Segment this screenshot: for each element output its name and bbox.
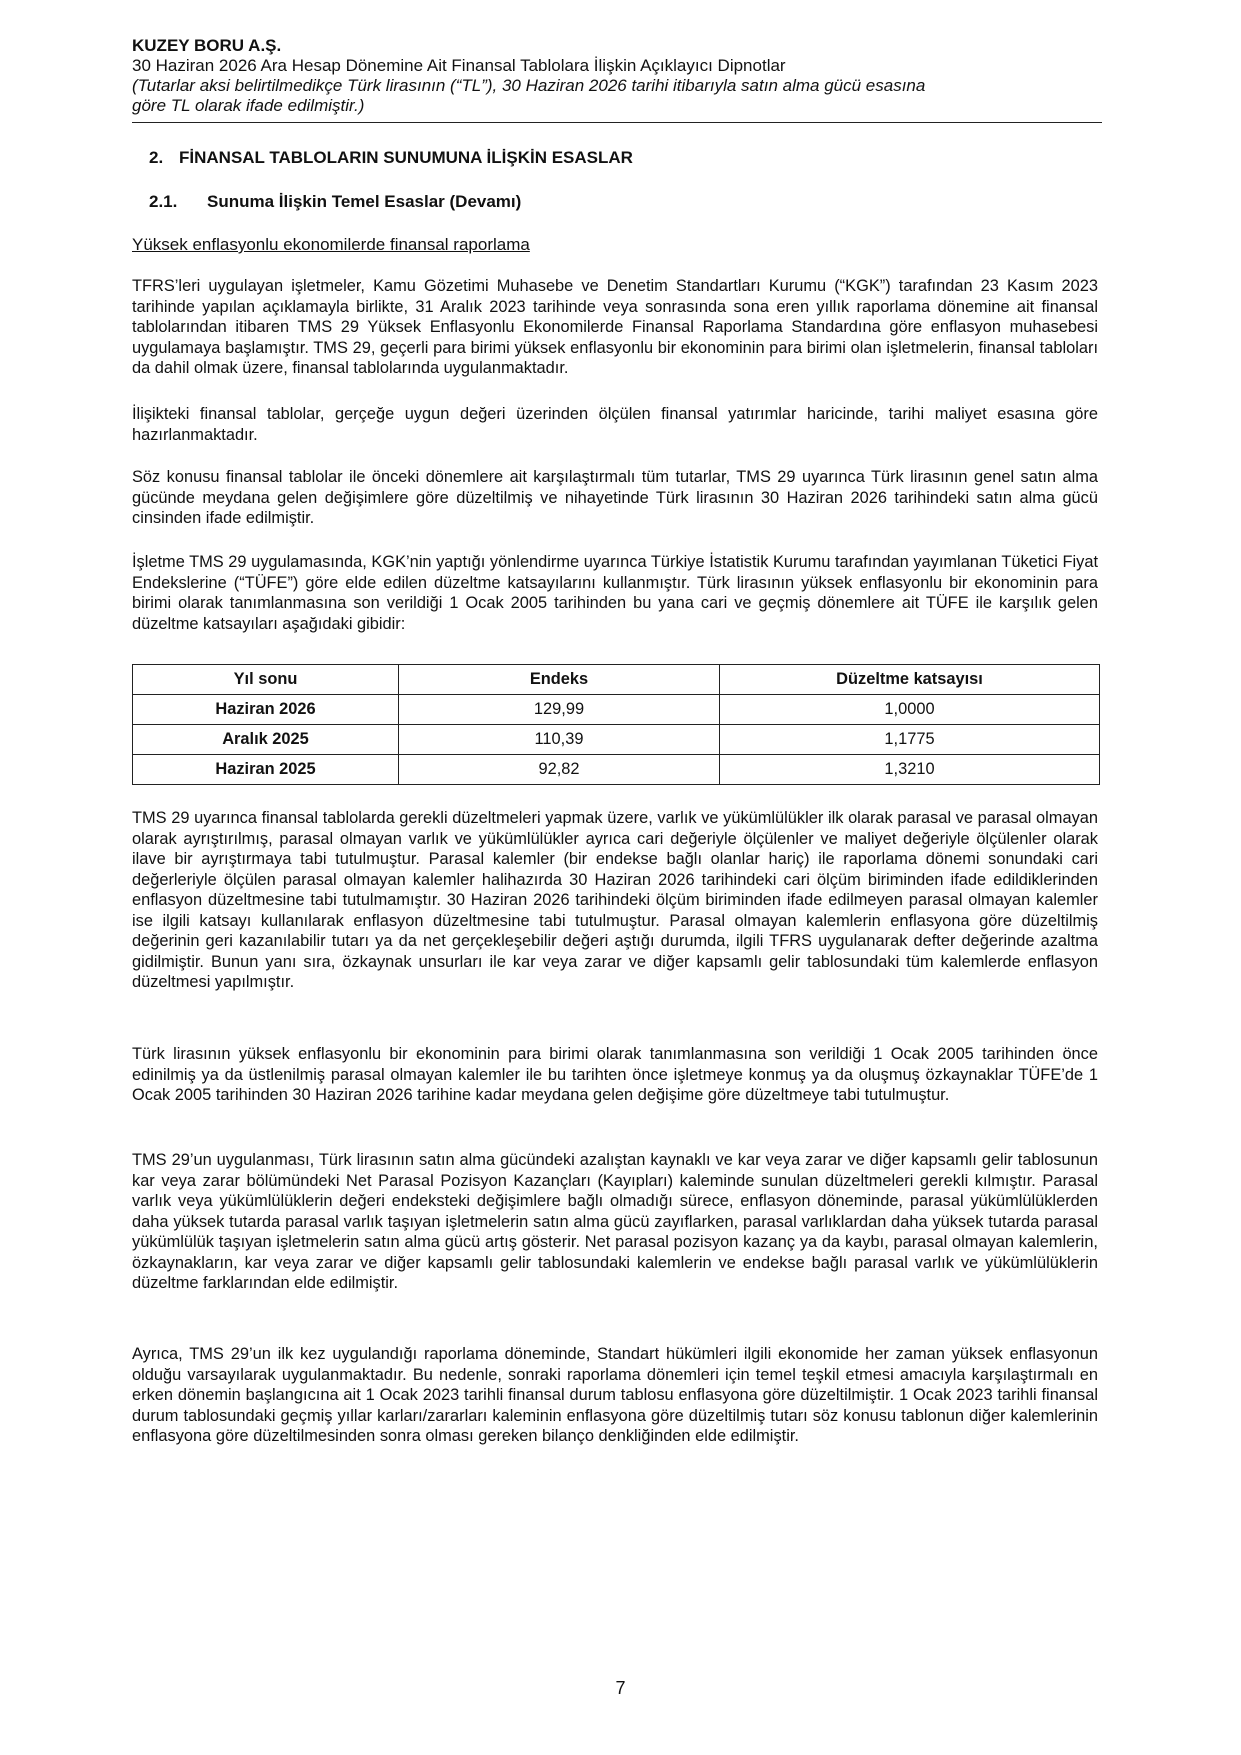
page-number: 7 — [615, 1678, 626, 1698]
subsection-title: Sunuma İlişkin Temel Esaslar (Devamı) — [207, 192, 522, 211]
cell-coefficient: 1,1775 — [720, 725, 1100, 755]
paragraph-8: Ayrıca, TMS 29’un ilk kez uygulandığı raporlama döneminde, Standart hükümleri ilgili ekonomide her zaman yüksek enflasyonun olduğu varsayılarak uygulanmaktadır. Bu nedenle, sonraki raporlama dönemleri için temel teşkil etmesi amacıyla karşılaştırmalı en erken dönemin başlangıcına ait 1 Ocak 2023 tarihli finansal durum tablosu enflasyona göre düzeltilmiştir. 1 Ocak 2023 tarihli finansal durum tablosundaki geçmiş yıllar karları/zararları kaleminin enflasyona göre düzeltilmiş tutarı söz konusu tablonun diğer kalemlerinin enflasyona göre düzeltilmesinden sonra olması gereken bilanço denkliğinden elde edilmiştir. — [132, 1345, 1098, 1445]
column-header-index: Endeks — [399, 665, 720, 695]
cell-year: Haziran 2025 — [133, 755, 399, 785]
subsection-number: 2.1. — [149, 192, 178, 211]
header-title: 30 Haziran 2026 Ara Hesap Dönemine Ait Finansal Tablolara İlişkin Açıklayıcı Dipnotlar — [132, 56, 786, 75]
paragraph-3: Söz konusu finansal tablolar ile önceki dönemlere ait karşılaştırmalı tüm tutarlar, TMS 29 uyarınca Türk lirasının genel satın alma gücünde meydana gelen değişimlere göre düzeltilmiş ve nihayetinde Türk lirasının 30 Haziran 2026 tarihindeki satın alma gücü cinsinden ifade edilmiştir. — [132, 468, 1098, 527]
paragraph-2: İlişikteki finansal tablolar, gerçeğe uygun değeri üzerinden ölçülen finansal yatırımlar haricinde, tarihi maliyet esasına göre hazırlanmaktadır. — [132, 405, 1098, 444]
column-header-year: Yıl sonu — [133, 665, 399, 695]
table-header-row — [133, 665, 1100, 695]
page-header — [132, 36, 1102, 116]
paragraph-4: İşletme TMS 29 uygulamasında, KGK’nin yaptığı yönlendirme uyarınca Türkiye İstatistik Kurumu tarafından yayımlanan Tüketici Fiyat Endekslerine (“TÜFE”) göre elde edilen düzeltme katsayılarını kullanmıştır. Türk lirasının yüksek enflasyonlu bir ekonominin para birimi olarak tanımlanmasına son verildiği 1 Ocak 2005 tarihinden bu yana cari ve geçmiş dönemlere ait TÜFE ile karşılık gelen düzeltme katsayıları aşağıdaki gibidir: — [132, 553, 1098, 633]
table-row — [133, 755, 1100, 785]
cell-coefficient: 1,0000 — [720, 695, 1100, 725]
header-note-line-1: (Tutarlar aksi belirtilmedikçe Türk lirasının (“TL”), 30 Haziran 2026 tarihi itibarıyla satın alma gücü esasına — [132, 76, 926, 95]
table-row — [133, 695, 1100, 725]
cell-year: Haziran 2026 — [133, 695, 399, 725]
cell-index: 129,99 — [399, 695, 720, 725]
inflation-coefficient-table — [132, 664, 1100, 785]
header-divider — [132, 122, 1102, 123]
paragraph-6: Türk lirasının yüksek enflasyonlu bir ekonominin para birimi olarak tanımlanmasına son verildiği 1 Ocak 2005 tarihinden önce edinilmiş ya da üstlenilmiş parasal olmayan kalemler ile bu tarihten önce işletmeye konmuş ya da oluşmuş özkaynaklar TÜFE’de 1 Ocak 2005 tarihinden 30 Haziran 2026 tarihine kadar meydana gelen değişime göre düzeltmeye tabi tutulmuştur. — [132, 1045, 1098, 1104]
section-title: FİNANSAL TABLOLARIN SUNUMUNA İLİŞKİN ESASLAR — [179, 148, 633, 167]
cell-index: 110,39 — [399, 725, 720, 755]
header-note-line-2: göre TL olarak ifade edilmiştir.) — [132, 96, 365, 115]
cell-year: Aralık 2025 — [133, 725, 399, 755]
paragraph-7: TMS 29’un uygulanması, Türk lirasının satın alma gücündeki azalıştan kaynaklı ve kar veya zarar ve diğer kapsamlı gelir tablosunun kar veya zarar bölümündeki Net Parasal Pozisyon Kazançları (Kayıpları) kaleminde sunulan düzeltmeleri gerekli kılmıştır. Parasal varlık veya yükümlülüklerin değeri endeksteki değişimlere bağlı olmadığı sürece, enflasyon döneminde, parasal yükümlülüklerden daha yüksek tutarda parasal varlık taşıyan işletmelerin satın alma gücü zayıflarken, parasal varlıklardan daha yüksek tutarda parasal yükümlülük taşıyan işletmelerin satın alma gücü artış gösterir. Net parasal pozisyon kazanç ya da kaybı, parasal olmayan kalemlerin, özkaynakların, kar veya zarar ve diğer kapsamlı gelir tablosundaki kalemlerin ve endekse bağlı parasal varlık ve yükümlülüklerin düzeltme farklarından elde edilmiştir. — [132, 1151, 1098, 1292]
topic-subheading: Yüksek enflasyonlu ekonomilerde finansal raporlama — [132, 235, 530, 254]
cell-coefficient: 1,3210 — [720, 755, 1100, 785]
table-row — [133, 725, 1100, 755]
section-number: 2. — [149, 148, 164, 167]
column-header-coefficient: Düzeltme katsayısı — [720, 665, 1100, 695]
cell-index: 92,82 — [399, 755, 720, 785]
paragraph-5: TMS 29 uyarınca finansal tablolarda gerekli düzeltmeleri yapmak üzere, varlık ve yükümlülükler ilk olarak parasal ve parasal olmayan olarak ayrıştırılmış, parasal olmayan varlık ve yükümlülükler ayrıca cari değeriyle ölçülenler ve maliyet değeriyle ölçülenler olarak ilave bir ayrıştırmaya tabi tutulmuştur. Parasal kalemler (bir endekse bağlı olanlar hariç) ile raporlama dönemi sonundaki cari değerleriyle ölçülen parasal olmayan kalemler halihazırda 30 Haziran 2026 tarihindeki cari ölçüm biriminden ifade edildiklerinden enflasyon düzeltmesine tabi tutulmamıştır. 30 Haziran 2026 tarihindeki ölçüm biriminden ifade edilmeyen parasal olmayan kalemler ise ilgili katsayı kullanılarak enflasyon düzeltmesine tabi tutulmuştur. Parasal olmayan kalemlerin enflasyona göre düzeltilmiş değerinin geri kazanılabilir tutarı ya da net gerçekleşebilir değeri aştığı durumda, ilgili TFRS uygulanarak defter değerinde azaltma gidilmiştir. Bunun yanı sıra, özkaynak unsurları ile kar veya zarar ve diğer kapsamlı gelir tablosundaki tüm kalemlerde enflasyon düzeltmesi yapılmıştır. — [132, 809, 1098, 991]
paragraph-1: TFRS’leri uygulayan işletmeler, Kamu Gözetimi Muhasebe ve Denetim Standartları Kurumu (“KGK”) tarafından 23 Kasım 2023 tarihinde yapılan açıklamayla birlikte, 31 Aralık 2023 tarihinde veya sonrasında sona eren yıllık raporlama dönemine ait finansal tablolarından itibaren TMS 29 Yüksek Enflasyonlu Ekonomilerde Finansal Raporlama Standardına göre enflasyon muhasebesi uygulamaya başlamıştır. TMS 29, geçerli para birimi yüksek enflasyonlu bir ekonominin para birimi olan işletmelerin, finansal tabloları da dahil olmak üzere, finansal tablolarında uygulanmaktadır. — [132, 277, 1098, 377]
company-name: KUZEY BORU A.Ş. — [132, 36, 282, 55]
section-heading — [149, 148, 633, 168]
subsection-heading — [149, 192, 521, 212]
